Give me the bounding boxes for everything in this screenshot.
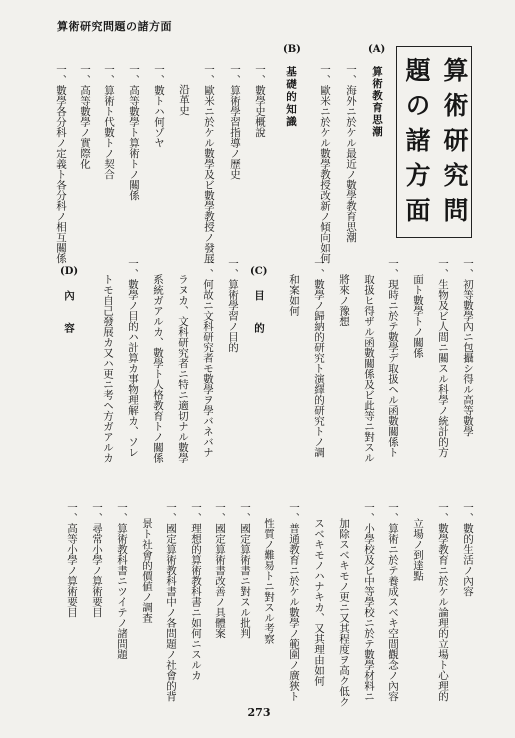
- d-item-5-cont: 性質ノ難易トニ對スル考察: [263, 518, 275, 644]
- b-item-4: 一、數トハ何ゾヤ: [153, 64, 165, 148]
- b-item-9: 一、初等數學內ニ包攝シ得ル高等數學: [462, 258, 474, 437]
- b-item-12-cont: 和案如何: [288, 274, 300, 316]
- b-item-11-cont-1: 取扱ヒ得ザル函數關係及ビ此等ニ對スル: [363, 274, 375, 463]
- d-item-8: 一、理想的算術教科書ニ如何ニスルカ: [190, 502, 202, 681]
- b-item-10: 一、生物及ビ人間ニ關スル科學ノ統計的方: [437, 258, 449, 458]
- d-item-4-cont-1: 加除スベキモノ更ニ又其程度ヲ高ク低ク: [338, 518, 350, 707]
- d-item-5: 一、普通教育ニ於ケル數學ノ範圍ノ廣狹ト: [288, 502, 300, 702]
- c-item-3-cont: トモ自己發展カ又ハ更ニ考ヘ方ガアルカ: [102, 274, 114, 463]
- section-d-label: (D): [60, 266, 79, 277]
- b-item-12: 一、數學ノ歸納的研究ト演繹的研究トノ調: [313, 258, 325, 458]
- d-item-7: 一、國定算術書改善ノ具體案: [214, 502, 226, 639]
- d-item-2: 一、數學教育ニ於ケル論理的立場ト心理的: [437, 502, 449, 702]
- b-item-11: 一、現時ニ於テ數學デ取扱ヘル函數關係ト: [387, 258, 399, 458]
- d-item-4: 一、小學校及ビ中等學校ニ於テ數學材料ニ: [363, 502, 375, 702]
- b-item-3-cont: 沿革史: [178, 84, 190, 116]
- d-item-9: 一、國定算術教科書中ノ各問題ノ社會的背: [165, 502, 177, 702]
- b-item-7: 一、高等數學ノ實際化: [79, 64, 91, 169]
- c-item-2-cont-1: ラヌカ、文科研究者ニ特ニ適切ナル數學: [177, 274, 189, 463]
- b-item-6: 一、算術ト代數トノ契合: [103, 64, 115, 180]
- section-d-heading: 內容: [63, 290, 75, 355]
- section-a-heading: 算術教育思潮: [371, 66, 383, 138]
- c-item-3: 一、數學ノ目的ハ計算カ事物理解カ、ソレ: [127, 258, 139, 458]
- section-a-label: (A): [368, 44, 386, 55]
- title-column-2: 題の諸方面: [402, 57, 431, 232]
- c-item-2-cont-2: 系統ガアルカ、數學ト人格教育トノ關係: [152, 274, 164, 463]
- title-column-1: 算術研究問: [440, 57, 469, 232]
- c-item-2: 一、何故ニ文科研究者モ數學ヲ學バネバナ: [202, 258, 214, 458]
- d-item-4-cont-2: スベキモノハナキカ、又其理由如何: [313, 518, 325, 686]
- d-item-11: 一、尋常小學ノ算術要目: [91, 502, 103, 618]
- section-c-label: (C): [250, 266, 268, 277]
- d-item-3: 一、算術ニ於テ養成スベキ空間觀念ノ內容: [387, 502, 399, 702]
- a-item-2: 一、歐米ニ於ケル數學教授改新ノ傾向如何: [319, 64, 331, 264]
- a-item-1: 一、海外ニ於ケル最近ノ數學教育思潮: [345, 64, 357, 243]
- b-item-11-cont-2: 將來ノ豫想: [338, 274, 350, 327]
- b-item-2: 一、算術學習指導ノ歷史: [229, 64, 241, 180]
- section-b-heading: 基礎的知識: [285, 66, 297, 129]
- section-b-label: (B): [283, 44, 301, 55]
- b-item-3: 一、歐米ニ於ケル數學及ビ數學教授ノ發展: [203, 64, 215, 264]
- d-item-10: 一、算術教科書ニツイテノ諸問題: [116, 502, 128, 660]
- d-item-1: 一、數的生活ノ內容: [462, 502, 474, 597]
- d-item-2-cont: 立場ノ到達點: [412, 518, 424, 581]
- title-box: [396, 46, 472, 238]
- d-item-6: 一、國定算術書ニ對スル批判: [239, 502, 251, 639]
- d-item-12: 一、高等小學ノ算術要目: [66, 502, 78, 618]
- page-number: 273: [247, 706, 271, 719]
- c-item-1: 一、算術學習ノ目的: [227, 258, 239, 353]
- b-item-5: 一、高等數學ト算術トノ關係: [128, 64, 140, 201]
- running-header: 算術研究問題の諸方面: [57, 20, 172, 33]
- b-item-8: 一、數學各分科ノ定義ト各分科ノ相互關係: [55, 64, 67, 264]
- b-item-1: 一、數學史概說: [254, 64, 266, 138]
- section-c-heading: 目的: [253, 290, 265, 355]
- d-item-9-cont: 景ト社會的價値ノ調査: [141, 518, 153, 623]
- b-item-10-cont: 面ト數學トノ關係: [412, 274, 424, 358]
